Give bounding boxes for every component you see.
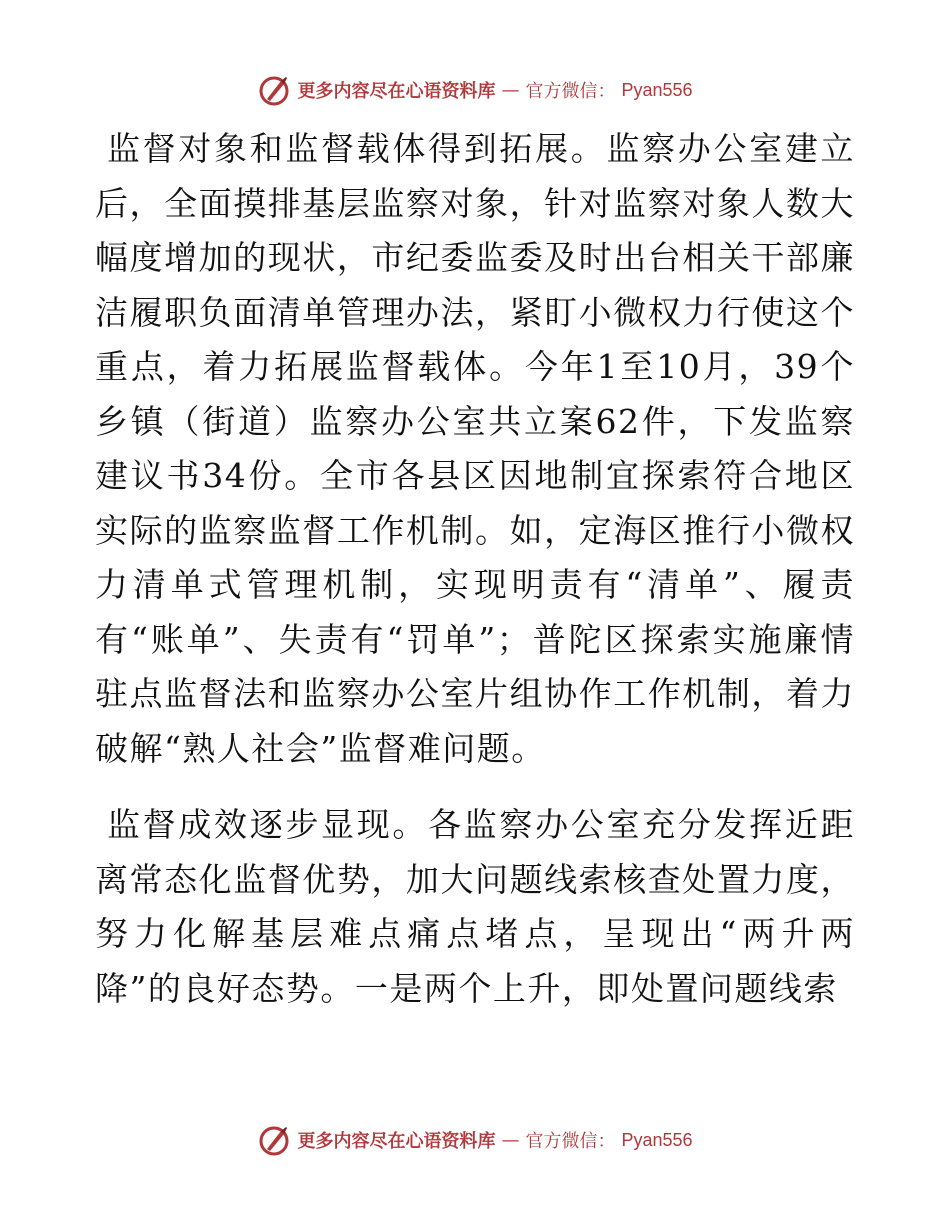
document-body — [95, 122, 855, 1016]
banner-wechat-id: Pyan556 — [621, 1129, 693, 1150]
banner-brand-text: 更多内容尽在心语资料库 — [297, 81, 496, 102]
footer-banner — [0, 1120, 950, 1160]
paragraph-supervision-expansion: 监督对象和监督载体得到拓展。监察办公室建立后，全面摸排基层监察对象，针对监察对象人数大幅度增加的现状，市纪委监委及时出台相关干部廉洁履职负面清单管理办法，紧盯小微权力行使这个重点，着力拓展监督载体。今年1至10月，39个乡镇（街道）监察办公室共立案62件，下发监察建议书34份。全市各县区因地制宜探索符合地区实际的监察监督工作机制。如，定海区推行小微权力清单式管理机制，实现明责有“清单”、履责有“账单”、失责有“罚单”；普陀区探索实施廉情驻点监督法和监察办公室片组协作工作机制，着力破解“熟人社会”监督难问题。 — [95, 129, 855, 768]
banner-wechat-label: 官方微信： — [525, 81, 616, 102]
paragraph-supervision-results: 监督成效逐步显现。各监察办公室充分发挥近距离常态化监督优势，加大问题线索核查处置力度，努力化解基层难点痛点堵点，呈现出“两升两降”的良好态势。一是两个上升，即处置问题线索 — [95, 805, 855, 1008]
quill-pen-circle-icon — [257, 1123, 291, 1157]
banner-separator: — — [501, 79, 520, 101]
quill-pen-circle-icon — [257, 73, 291, 107]
header-banner — [0, 70, 950, 110]
banner-wechat-id: Pyan556 — [621, 79, 693, 100]
banner-wechat-label: 官方微信： — [525, 1131, 616, 1152]
banner-separator: — — [501, 1129, 520, 1151]
banner-brand-text: 更多内容尽在心语资料库 — [297, 1131, 496, 1152]
